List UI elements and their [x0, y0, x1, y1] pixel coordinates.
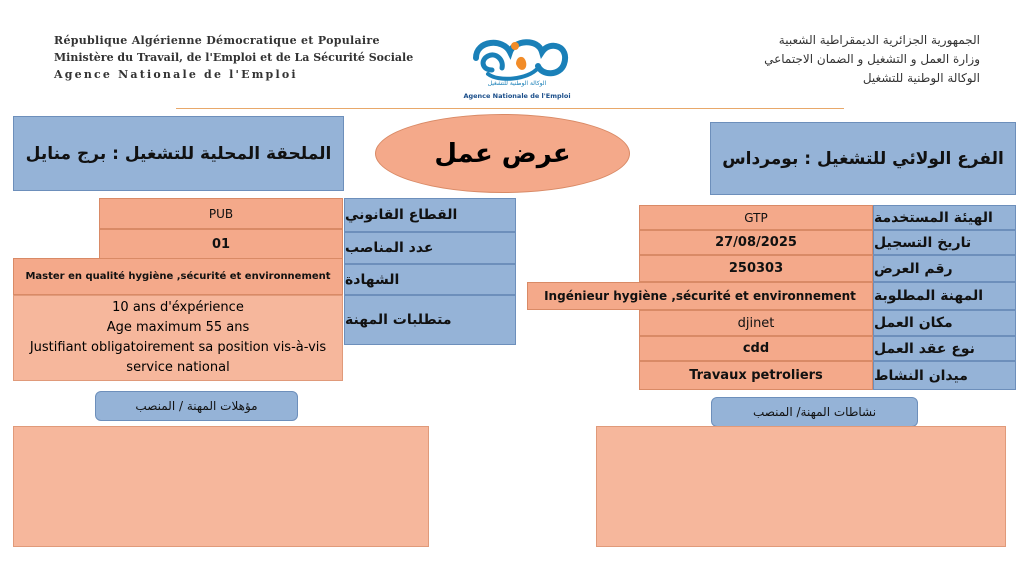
requirement-line: Justifiant obligatoirement sa position vis-à-vis service national [29, 340, 327, 375]
requirement-line: 10 ans d'éxpérience [112, 300, 244, 315]
registration-date-value: 27/08/2025 [639, 230, 873, 255]
contract-type-value: cdd [639, 336, 873, 361]
offer-number-label: رقم العرض [873, 255, 1016, 282]
employer-value: GTP [639, 205, 873, 230]
work-location-value: djinet [639, 310, 873, 336]
legal-sector-label: القطاع القانوني [344, 198, 516, 232]
employer-label: الهيئة المستخدمة [873, 205, 1016, 230]
header-ar-line3: الوكالة الوطنية للتشغيل [862, 71, 980, 85]
activities-pill: نشاطات المهنة/ المنصب [711, 397, 918, 427]
page-title: عرض عمل [375, 114, 630, 193]
header-divider [176, 108, 844, 109]
activities-box [596, 426, 1006, 547]
activity-field-label: ميدان النشاط [873, 361, 1016, 390]
requirements-label: متطلبات المهنة [344, 295, 516, 345]
diploma-label: الشهادة [344, 264, 516, 295]
required-job-value: Ingénieur hygiène ,sécurité et environnement [527, 282, 873, 310]
header-fr-line2: Ministère du Travail, de l'Emploi et de La Sécurité Sociale [54, 51, 414, 64]
header-ar-line1: الجمهورية الجزائرية الديمقراطية الشعبية [778, 33, 980, 47]
logo-text-fr: Agence Nationale de l'Emploi [463, 92, 571, 100]
requirements-value [13, 295, 343, 381]
header-fr-line1: République Algérienne Démocratique et Populaire [54, 34, 380, 47]
offer-number-value: 250303 [639, 255, 873, 282]
qualifications-box [13, 426, 429, 547]
header-fr [54, 32, 413, 83]
activity-field-value: Travaux petroliers [639, 361, 873, 390]
header-ar-line2: وزارة العمل و التشغيل و الضمان الاجتماعي [764, 52, 980, 66]
qualifications-pill: مؤهلات المهنة / المنصب [95, 391, 298, 421]
header-fr-line3: Agence Nationale de l'Emploi [54, 68, 298, 81]
positions-count-label: عدد المناصب [344, 232, 516, 264]
work-location-label: مكان العمل [873, 310, 1016, 336]
legal-sector-value: PUB [99, 198, 343, 229]
registration-date-label: تاريخ التسجيل [873, 230, 1016, 255]
positions-count-value: 01 [99, 229, 343, 259]
contract-type-label: نوع عقد العمل [873, 336, 1016, 361]
right-agency-box: الفرع الولائي للتشغيل : بومرداس [710, 122, 1016, 195]
logo-text-ar: الوكالة الوطنية للتشغيل [487, 80, 547, 87]
header-ar [764, 31, 980, 88]
requirement-line: Age maximum 55 ans [106, 320, 250, 335]
diploma-value: Master en qualité hygiène ,sécurité et environnement [13, 258, 343, 295]
required-job-label: المهنة المطلوبة [873, 282, 1016, 310]
left-agency-box: الملحقة المحلية للتشغيل : برج منايل [13, 116, 344, 191]
